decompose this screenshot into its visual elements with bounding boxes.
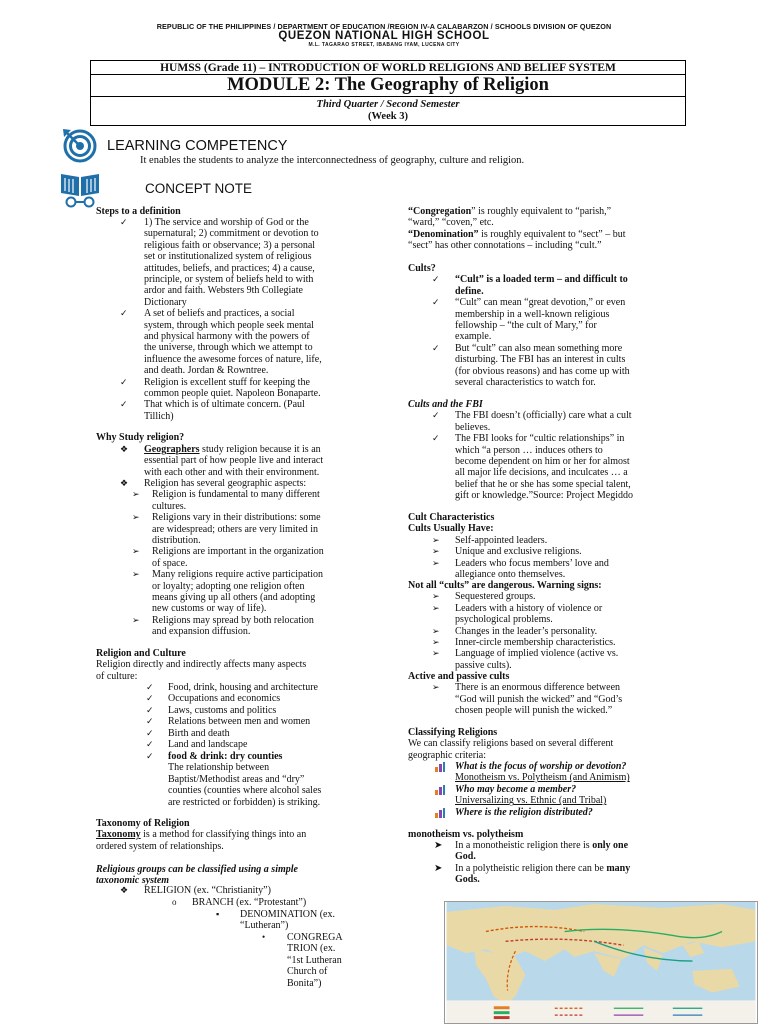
cults-item-line: membership in a well-known religious bbox=[455, 308, 610, 320]
culture-item: Birth and death bbox=[168, 727, 230, 739]
checkmark-icon: ✓ bbox=[432, 410, 440, 421]
bar-bullet-icon bbox=[434, 762, 446, 772]
warning-line: Inner-circle membership characteristics. bbox=[455, 637, 616, 648]
congregation-text-2: “ward,” “coven,” etc. bbox=[408, 217, 494, 229]
steps-item-line: attitudes, beliefs, and practices; 4) a cause, bbox=[144, 262, 315, 274]
checkmark-icon: ✓ bbox=[120, 217, 128, 227]
aspect-item-line: new customs or way of life). bbox=[152, 603, 267, 615]
arrow-bullet-icon: ➢ bbox=[132, 546, 140, 557]
diamond-bullet-icon: ❖ bbox=[120, 444, 129, 454]
checkmark-icon: ✓ bbox=[432, 297, 440, 308]
monotheism-text: In a monotheistic religion there is bbox=[455, 840, 593, 851]
tax-branch: BRANCH (ex. “Protestant”) bbox=[192, 897, 307, 908]
square-bullet-icon: ▪ bbox=[216, 909, 220, 919]
congregation-text: ” is roughly equivalent to “parish,” bbox=[471, 206, 612, 217]
active-passive-heading: Active and passive cults bbox=[408, 671, 510, 682]
arrow-bullet-icon: ➢ bbox=[432, 591, 440, 602]
diamond-bullet-icon: ❖ bbox=[120, 885, 129, 895]
cults-item-line: define. bbox=[455, 285, 484, 297]
arrow-bullet-icon: ➢ bbox=[432, 625, 440, 636]
characteristic-line: Self-appointed leaders. bbox=[455, 534, 548, 546]
active-passive-line: chosen people will punish the wicked.” bbox=[455, 705, 613, 717]
congregation-word: “Congregation bbox=[408, 206, 472, 217]
quarter-label: Third Quarter / Second Semester bbox=[316, 99, 460, 110]
taxonomy-line bbox=[96, 829, 306, 840]
title-box bbox=[90, 60, 686, 126]
denomination-word: “Denomination” bbox=[408, 228, 479, 240]
arrow-bullet-icon: ➢ bbox=[132, 569, 140, 580]
aspect-item-line: of space. bbox=[152, 557, 188, 569]
aspect-item-line: and expansion diffusion. bbox=[152, 626, 251, 638]
checkmark-icon: ✓ bbox=[120, 376, 128, 387]
cults-item-line: disturbing. The FBI has an interest in cults bbox=[455, 354, 626, 366]
aspect-item-line: distribution. bbox=[152, 535, 201, 546]
steps-item-line: Tillich) bbox=[144, 410, 174, 422]
active-passive-line: “God will punish the wicked” and “God’s bbox=[455, 693, 623, 705]
polytheism-bold: many bbox=[606, 863, 631, 874]
taxonomy-word: Taxonomy bbox=[96, 829, 141, 841]
fbi-item-line: become dependent on him or her for almost bbox=[455, 456, 630, 467]
aspect-item-line: are widespread; others are very limited in bbox=[152, 523, 319, 535]
aspects-intro: Religion has several geographic aspects: bbox=[144, 478, 307, 489]
warning-line: psychological problems. bbox=[455, 614, 553, 626]
steps-item-line: ardor and faith. Websters 9th Collegiate bbox=[144, 285, 303, 297]
food-drink-text-line: Baptist/Methodist areas and “dry” bbox=[168, 773, 305, 785]
characteristic-line: allegiance onto themselves. bbox=[455, 569, 566, 580]
tax-congregation-line: “1st Lutheran bbox=[287, 954, 342, 966]
steps-item-line: religious faith or observance; 3) a personal bbox=[144, 239, 316, 251]
warning-line: passive cults). bbox=[455, 659, 512, 671]
characteristic-line: Unique and exclusive religions. bbox=[455, 546, 582, 558]
steps-item-line: 1) The service and worship of God or the bbox=[144, 217, 309, 228]
header-address: M.L. TAGARAO STREET, IBABANG IYAM, LUCENA CITY bbox=[308, 42, 460, 48]
active-passive-line: There is an enormous difference between bbox=[455, 682, 621, 694]
aspect-item-line: Many religions require active participation bbox=[152, 569, 324, 581]
classifying-intro: We can classify religions based on several different bbox=[408, 738, 614, 750]
aspect-item-line: Religions are important in the organization bbox=[152, 546, 324, 558]
cults-item-line: example. bbox=[455, 331, 492, 343]
taxonomy-text-2: ordered system of relationships. bbox=[96, 840, 224, 852]
tax-congregation-line: TRION (ex. bbox=[287, 943, 336, 955]
steps-item-line: the universe, through which we attempt to bbox=[144, 342, 313, 354]
religion-culture-intro-2: of culture: bbox=[96, 670, 138, 682]
week-label: (Week 3) bbox=[368, 111, 408, 122]
monotheism-heading: monotheism vs. polytheism bbox=[408, 829, 524, 840]
arrow-bullet-icon: ➢ bbox=[132, 512, 140, 523]
target-icon bbox=[62, 128, 98, 164]
geographers-line bbox=[144, 444, 321, 455]
tax-congregation-line: Bonita”) bbox=[287, 977, 322, 989]
learning-competency-title: LEARNING COMPETENCY bbox=[107, 138, 288, 154]
classifying-heading: Classifying Religions bbox=[408, 727, 498, 738]
arrow-bullet-icon: ➢ bbox=[432, 602, 440, 613]
cults-item-line: “Cult” is a loaded term – and difficult to bbox=[455, 274, 628, 286]
food-drink-text-line: are restricted or forbidden) is striking. bbox=[168, 796, 321, 808]
taxonomy-text: is a method for classifying things into an bbox=[140, 829, 307, 841]
checkmark-icon: ✓ bbox=[146, 682, 154, 692]
classifying-intro-2: geographic criteria: bbox=[408, 749, 487, 761]
steps-item-line: supernatural; 2) commitment or devotion to bbox=[144, 228, 319, 240]
steps-item-line: A set of beliefs and practices, a social bbox=[144, 308, 295, 320]
steps-item-line: Dictionary bbox=[144, 296, 187, 308]
fbi-item-line: gift or knowledge.”Source: Project Megiddo bbox=[455, 490, 634, 502]
religion-diffusion-map bbox=[444, 901, 758, 1024]
arrow-bullet-icon: ➢ bbox=[432, 534, 440, 545]
arrow-bullet-icon: ➢ bbox=[432, 648, 440, 659]
arrow-bullet-icon: ➢ bbox=[432, 557, 440, 568]
header-school: QUEZON NATIONAL HIGH SCHOOL bbox=[278, 30, 490, 42]
steps-item-line: That which is of ultimate concern. (Paul bbox=[144, 399, 305, 411]
cults-item-line: “Cult” can mean “great devotion,” or even bbox=[455, 297, 626, 309]
checkmark-icon: ✓ bbox=[146, 739, 154, 749]
monotheism-bold: only one bbox=[592, 840, 629, 851]
geographers-text: study religion because it is an bbox=[199, 444, 321, 455]
classify-q3: Where is the religion distributed? bbox=[455, 807, 593, 818]
quarter-row bbox=[91, 97, 685, 125]
diamond-bullet-icon: ❖ bbox=[120, 478, 129, 488]
characteristics-heading: Cult Characteristics bbox=[408, 512, 495, 523]
steps-item-line: system, through which people seek mental bbox=[144, 319, 314, 331]
checkmark-icon: ✓ bbox=[120, 399, 128, 410]
steps-item-line: and physical harmony with the powers of bbox=[144, 331, 310, 342]
culture-item: Land and landscape bbox=[168, 739, 248, 750]
geographers-text-3: with each other and with their environment. bbox=[144, 466, 320, 478]
arrow-bullet-icon: ➢ bbox=[132, 489, 140, 500]
polytheism-item-2: Gods. bbox=[455, 874, 480, 886]
polytheism-text: In a polytheistic religion there can be bbox=[455, 863, 607, 874]
concept-note-title: CONCEPT NOTE bbox=[145, 181, 253, 196]
warning-line: Leaders with a history of violence or bbox=[455, 602, 603, 614]
arrow-bullet-icon: ➤ bbox=[434, 840, 443, 851]
checkmark-icon: ✓ bbox=[146, 751, 154, 761]
fbi-item-line: belief that he or she has some special talent, bbox=[455, 478, 631, 490]
arrow-bullet-icon: ➢ bbox=[432, 637, 440, 647]
arrow-bullet-icon: ➢ bbox=[432, 682, 440, 693]
food-drink-text-line: counties (counties where alcohol sales bbox=[168, 785, 322, 797]
why-heading: Why Study religion? bbox=[96, 432, 185, 443]
culture-item: Laws, customs and politics bbox=[168, 704, 277, 716]
culture-item: Food, drink, housing and architecture bbox=[168, 682, 318, 693]
characteristics-sub: Cults Usually Have: bbox=[408, 523, 494, 535]
taxonomy-italic: Religious groups can be classified using a simple bbox=[96, 864, 298, 875]
subject-title: HUMSS (Grade 11) – INTRODUCTION OF WORLD RELIGIONS AND BELIEF SYSTEM bbox=[91, 61, 685, 75]
checkmark-icon: ✓ bbox=[146, 693, 154, 704]
cults-item-line: But “cult” can also mean something more bbox=[455, 342, 623, 354]
header-agency: REPUBLIC OF THE PHILIPPINES / DEPARTMENT OF EDUCATION /REGION IV-A CALABARZON / SCHOOLS DIVISION OF QUEZON bbox=[156, 22, 612, 31]
aspect-item-line: Religions may spread by both relocation bbox=[152, 614, 314, 626]
fbi-item-line: The FBI looks for “cultic relationships” in bbox=[455, 433, 625, 445]
checkmark-icon: ✓ bbox=[146, 727, 154, 738]
warning-line: Language of implied violence (active vs. bbox=[455, 648, 619, 660]
tax-religion: RELIGION (ex. “Christianity”) bbox=[144, 885, 271, 896]
cults-item-line: fellowship – “the cult of Mary,” for bbox=[455, 320, 597, 331]
aspect-item-line: Religions vary in their distributions: some bbox=[152, 512, 321, 524]
classify-q2: Who may become a member? bbox=[455, 784, 577, 795]
denomination-text: is roughly equivalent to “sect” – but bbox=[478, 228, 626, 240]
classify-a2: Universalizing vs. Ethnic (and Tribal) bbox=[455, 795, 607, 807]
food-drink-text-line: The relationship between bbox=[168, 762, 270, 774]
aspect-item-line: or loyalty; adopting one religion often bbox=[152, 580, 305, 592]
steps-item-line: principle, or system of beliefs held to with bbox=[144, 274, 314, 285]
checkmark-icon: ✓ bbox=[432, 274, 440, 285]
cults-item-line: (for obvious reasons) and has come up with bbox=[455, 365, 630, 377]
characteristic-line: Leaders who focus members’ love and bbox=[455, 557, 609, 569]
tax-congregation-line: CONGREGA bbox=[287, 932, 343, 943]
geographers-word: Geographers bbox=[144, 444, 200, 455]
steps-item-line: Religion is excellent stuff for keeping the bbox=[144, 376, 310, 388]
arrow-bullet-icon: ➢ bbox=[432, 546, 440, 557]
taxonomy-italic-2: taxonomic system bbox=[96, 875, 170, 887]
checkmark-icon: ✓ bbox=[146, 704, 154, 715]
checkmark-icon: ✓ bbox=[120, 308, 128, 319]
fbi-item-line: all major life decisions, and inculcates … a bbox=[455, 467, 628, 479]
steps-item-line: influence the awesome forces of nature, life, bbox=[144, 353, 322, 365]
culture-item: Relations between men and women bbox=[168, 716, 311, 728]
polytheism-item bbox=[455, 863, 630, 874]
warning-heading: Not all “cults” are dangerous. Warning signs: bbox=[408, 580, 602, 591]
warning-line: Changes in the leader’s personality. bbox=[455, 625, 598, 637]
tax-denomination-2: “Lutheran”) bbox=[240, 920, 289, 932]
classify-a1: Monotheism vs. Polytheism (and Animism) bbox=[455, 772, 630, 784]
aspect-item-line: cultures. bbox=[152, 500, 187, 512]
classify-q1: What is the focus of worship or devotion? bbox=[455, 761, 627, 772]
monotheism-item-2: God. bbox=[455, 851, 476, 863]
checkmark-icon: ✓ bbox=[146, 716, 154, 727]
arrow-bullet-icon: ➢ bbox=[132, 614, 140, 625]
aspect-item-line: means giving up all others (and adopting bbox=[152, 592, 316, 603]
denomination-line bbox=[408, 229, 625, 240]
fbi-item-line: believes. bbox=[455, 421, 491, 433]
food-drink-item: food & drink: dry counties bbox=[168, 751, 283, 762]
warning-line: Sequestered groups. bbox=[455, 591, 536, 603]
steps-item-line: common people quiet. Napoleon Bonaparte. bbox=[144, 388, 321, 399]
dot-bullet-icon: • bbox=[262, 932, 266, 942]
arrow-bullet-icon: ➤ bbox=[434, 863, 443, 874]
module-title: MODULE 2: The Geography of Religion bbox=[91, 75, 685, 97]
culture-item: Occupations and economics bbox=[168, 693, 281, 705]
aspect-item-line: Religion is fundamental to many different bbox=[152, 489, 320, 501]
fbi-item-line: which “a person … induces others to bbox=[455, 444, 603, 456]
tax-congregation-line: Church of bbox=[287, 966, 328, 978]
bar-bullet-icon bbox=[434, 808, 446, 818]
fbi-heading: Cults and the FBI bbox=[408, 399, 483, 410]
cults-item-line: several characteristics to watch for. bbox=[455, 377, 596, 388]
congregation-line bbox=[408, 206, 611, 217]
bar-bullet-icon bbox=[434, 785, 446, 795]
cults-heading: Cults? bbox=[408, 263, 436, 274]
steps-heading: Steps to a definition bbox=[96, 206, 181, 217]
fbi-item-line: The FBI doesn’t (officially) care what a cult bbox=[455, 410, 632, 422]
book-glasses-icon bbox=[58, 170, 102, 208]
denomination-text-2: “sect” has other connotations – including “cult.” bbox=[408, 240, 602, 252]
geographers-text-2: essential part of how people live and interact bbox=[144, 455, 324, 467]
taxonomy-heading: Taxonomy of Religion bbox=[96, 818, 190, 829]
steps-item-line: and death. Jordan & Rowntree. bbox=[144, 365, 269, 377]
religion-culture-heading: Religion and Culture bbox=[96, 648, 186, 659]
tax-denomination: DENOMINATION (ex. bbox=[240, 909, 335, 920]
circle-bullet-icon: o bbox=[172, 897, 177, 907]
religion-culture-intro: Religion directly and indirectly affects many aspects bbox=[96, 659, 307, 671]
monotheism-item bbox=[455, 840, 628, 851]
learning-competency-text: It enables the students to analyze the interconnectedness of geography, culture and religion. bbox=[140, 155, 525, 166]
checkmark-icon: ✓ bbox=[432, 433, 440, 444]
checkmark-icon: ✓ bbox=[432, 342, 440, 353]
steps-item-line: set or institutionalized system of religious bbox=[144, 251, 312, 263]
